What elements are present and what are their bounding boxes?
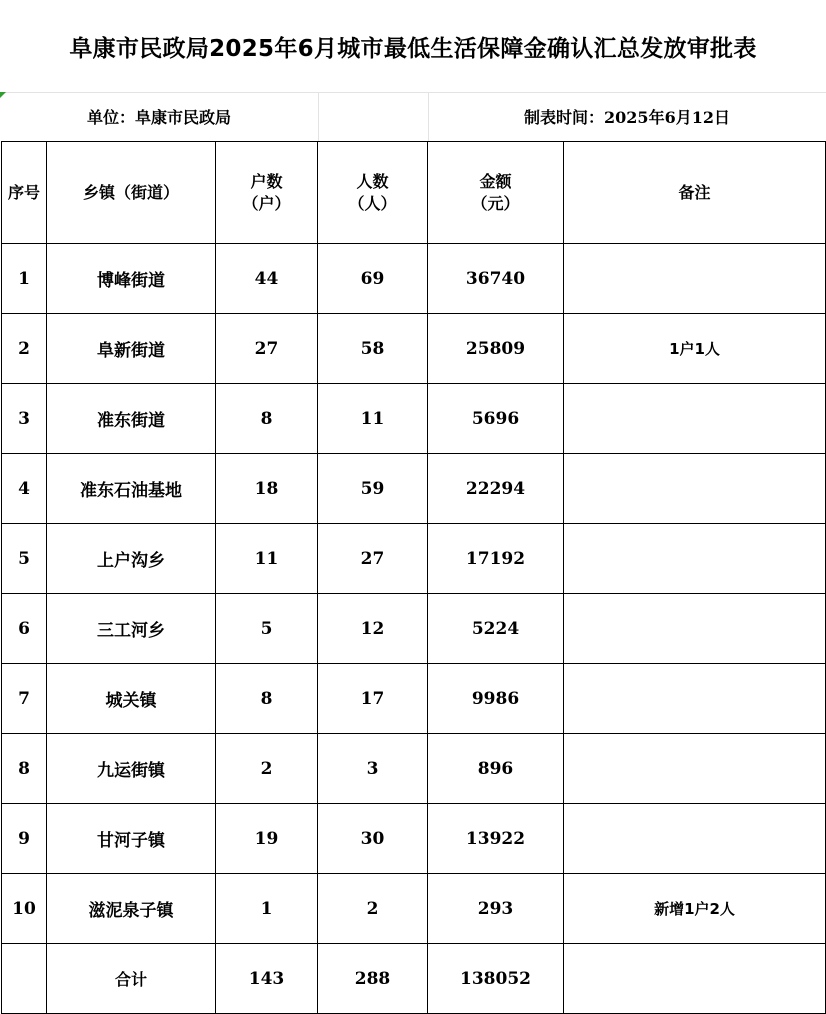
cell-households[interactable]: 19: [216, 804, 318, 874]
cell-note[interactable]: [564, 454, 826, 524]
header-households: 户数 （户）: [216, 142, 318, 244]
cell-households[interactable]: 8: [216, 664, 318, 734]
cell-amount[interactable]: 5696: [428, 384, 564, 454]
cell-town[interactable]: 三工河乡: [47, 594, 216, 664]
cell-seq[interactable]: 8: [2, 734, 47, 804]
table-row: [2, 314, 826, 384]
cell-amount[interactable]: 9986: [428, 664, 564, 734]
cell-households[interactable]: 2: [216, 734, 318, 804]
cell-note[interactable]: [564, 244, 826, 314]
table-row: [2, 384, 826, 454]
table-row: [2, 664, 826, 734]
date-label: 制表时间：2025年6月12日: [524, 108, 730, 127]
total-note-empty[interactable]: [564, 944, 826, 1014]
cell-note[interactable]: [564, 594, 826, 664]
cell-seq[interactable]: 7: [2, 664, 47, 734]
cell-households[interactable]: 27: [216, 314, 318, 384]
cell-note[interactable]: [564, 804, 826, 874]
cell-households[interactable]: 18: [216, 454, 318, 524]
cell-people[interactable]: 12: [318, 594, 428, 664]
cell-note[interactable]: [564, 664, 826, 734]
header-amount: 金额 （元）: [428, 142, 564, 244]
header-note: 备注: [564, 142, 826, 244]
info-divider: [318, 92, 319, 141]
cell-note[interactable]: 1户1人: [564, 314, 826, 384]
cell-people[interactable]: 58: [318, 314, 428, 384]
total-row: [2, 944, 826, 1014]
cell-seq[interactable]: 3: [2, 384, 47, 454]
table-row: [2, 594, 826, 664]
cell-seq[interactable]: 6: [2, 594, 47, 664]
header-people: 人数 （人）: [318, 142, 428, 244]
cell-people[interactable]: 3: [318, 734, 428, 804]
table-row: [2, 454, 826, 524]
cell-seq[interactable]: 4: [2, 454, 47, 524]
cell-seq[interactable]: 5: [2, 524, 47, 594]
table-row: [2, 804, 826, 874]
cell-people[interactable]: 59: [318, 454, 428, 524]
info-row: [0, 92, 826, 141]
cell-households[interactable]: 44: [216, 244, 318, 314]
total-people[interactable]: 288: [318, 944, 428, 1014]
cell-town[interactable]: 准东街道: [47, 384, 216, 454]
cell-amount[interactable]: 36740: [428, 244, 564, 314]
cell-town[interactable]: 准东石油基地: [47, 454, 216, 524]
cell-amount[interactable]: 896: [428, 734, 564, 804]
cell-households[interactable]: 8: [216, 384, 318, 454]
cell-people[interactable]: 11: [318, 384, 428, 454]
cell-amount[interactable]: 293: [428, 874, 564, 944]
total-label[interactable]: 合计: [47, 944, 216, 1014]
cell-amount[interactable]: 5224: [428, 594, 564, 664]
cell-note[interactable]: [564, 384, 826, 454]
cell-town[interactable]: 阜新街道: [47, 314, 216, 384]
cell-households[interactable]: 1: [216, 874, 318, 944]
cell-amount[interactable]: 13922: [428, 804, 564, 874]
cell-seq[interactable]: 1: [2, 244, 47, 314]
cell-seq[interactable]: 10: [2, 874, 47, 944]
table-row: [2, 734, 826, 804]
cell-seq[interactable]: 9: [2, 804, 47, 874]
table-row: [2, 874, 826, 944]
page-title: 阜康市民政局2025年6月城市最低生活保障金确认汇总发放审批表: [69, 35, 757, 62]
cell-amount[interactable]: 25809: [428, 314, 564, 384]
table-header-row: [2, 142, 826, 244]
cell-note[interactable]: [564, 524, 826, 594]
unit-label: 单位：阜康市民政局: [86, 108, 231, 127]
summary-table: [1, 141, 826, 1014]
cell-seq[interactable]: 2: [2, 314, 47, 384]
title-row: [0, 0, 826, 93]
table-row: [2, 524, 826, 594]
cell-town[interactable]: 九运街镇: [47, 734, 216, 804]
cell-amount[interactable]: 22294: [428, 454, 564, 524]
cell-seq-empty[interactable]: [2, 944, 47, 1014]
cell-town[interactable]: 城关镇: [47, 664, 216, 734]
header-seq: 序号: [2, 142, 47, 244]
total-amount[interactable]: 138052: [428, 944, 564, 1014]
cell-households[interactable]: 11: [216, 524, 318, 594]
cell-households[interactable]: 5: [216, 594, 318, 664]
cell-amount[interactable]: 17192: [428, 524, 564, 594]
cell-town[interactable]: 甘河子镇: [47, 804, 216, 874]
cell-town[interactable]: 博峰街道: [47, 244, 216, 314]
header-town: 乡镇（街道）: [47, 142, 216, 244]
info-divider: [428, 92, 429, 141]
cell-people[interactable]: 17: [318, 664, 428, 734]
cell-people[interactable]: 69: [318, 244, 428, 314]
cell-people[interactable]: 27: [318, 524, 428, 594]
total-households[interactable]: 143: [216, 944, 318, 1014]
table-row: [2, 244, 826, 314]
cell-note[interactable]: 新增1户2人: [564, 874, 826, 944]
cell-note[interactable]: [564, 734, 826, 804]
cell-town[interactable]: 上户沟乡: [47, 524, 216, 594]
cell-people[interactable]: 30: [318, 804, 428, 874]
cell-town[interactable]: 滋泥泉子镇: [47, 874, 216, 944]
cell-people[interactable]: 2: [318, 874, 428, 944]
